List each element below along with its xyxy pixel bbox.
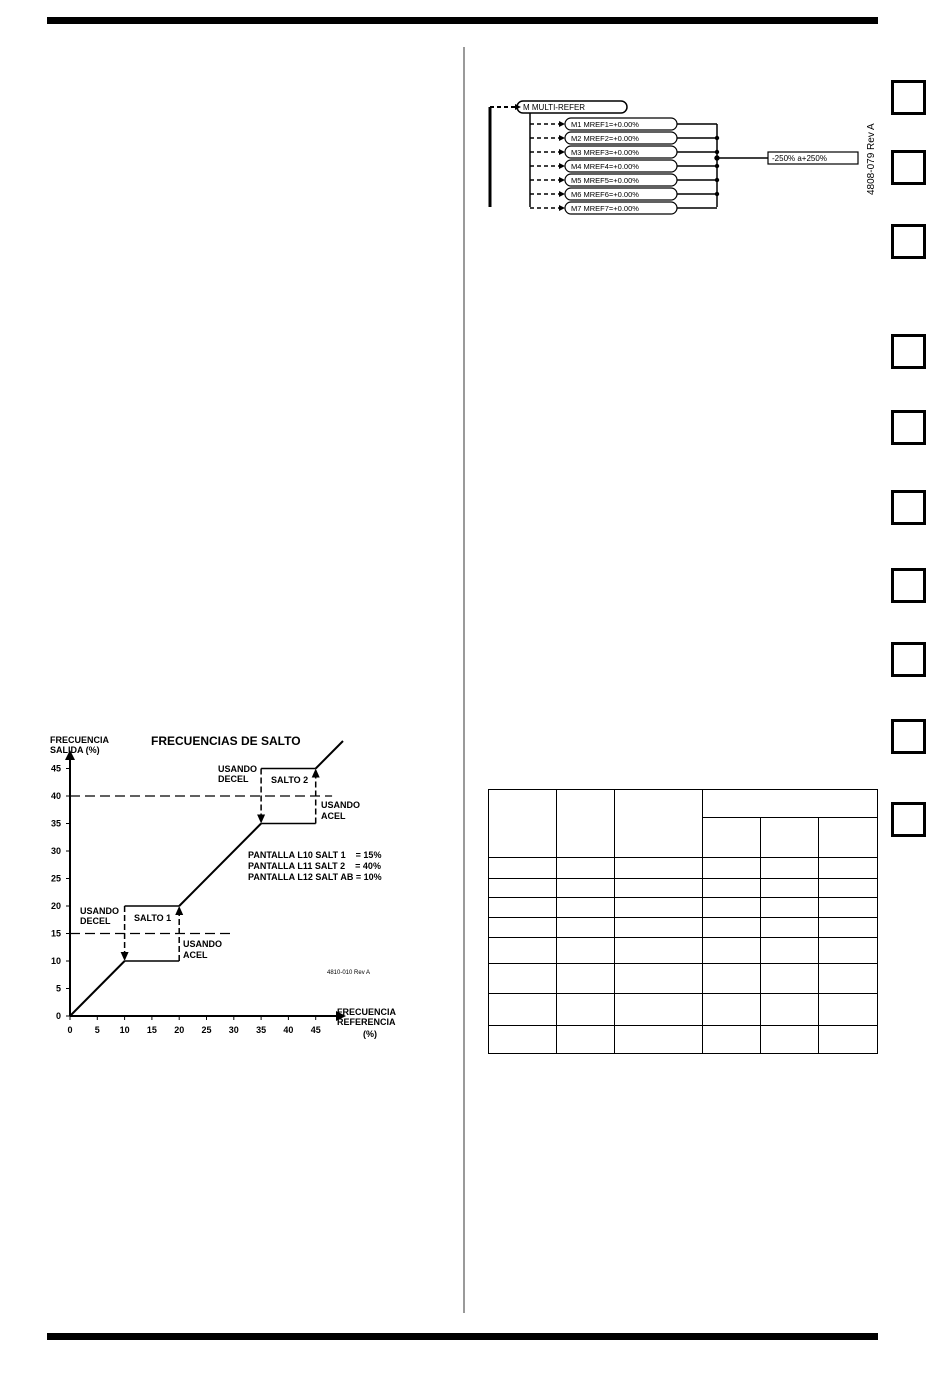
section-tab-9[interactable] (891, 719, 926, 754)
mref-arrow (559, 135, 565, 141)
settings-line-2: PANTALLA L11 SALT 2 = 40% (248, 861, 381, 871)
mref-arrow (559, 205, 565, 211)
x-tick-label: 0 (67, 1025, 73, 1035)
table-header-cell (489, 790, 557, 858)
section-tab-5[interactable] (891, 410, 926, 445)
range-label: -250% a+250% (772, 154, 827, 163)
accel-arrow-head (175, 906, 183, 915)
x-tick-label: 15 (146, 1025, 157, 1035)
output-frequency-line (316, 741, 343, 769)
y-tick-label: 0 (55, 1011, 61, 1021)
table-row (489, 858, 878, 879)
accel-2-label-b: ACEL (321, 811, 346, 821)
mref-param-label: M1 MREF1=+0.00% (571, 120, 639, 129)
mref-param-label: M5 MREF5=+0.00% (571, 176, 639, 185)
y-tick-label: 35 (50, 818, 61, 829)
accel-2-label-a: USANDO (321, 800, 361, 810)
settings-line-3: PANTALLA L12 SALT AB = 10% (248, 872, 382, 882)
decel-1-label-b: DECEL (80, 916, 111, 926)
top-rule (47, 17, 878, 24)
table-header-cell (557, 790, 615, 858)
x-tick-label: 45 (310, 1025, 321, 1035)
y-tick-label: 5 (55, 983, 61, 994)
y-tick-label: 30 (50, 846, 61, 856)
x-axis-label-1: FRECUENCIA (337, 1007, 397, 1017)
column-divider (463, 47, 465, 1313)
mref-arrow (559, 121, 565, 127)
mref-param-label: M7 MREF7=+0.00% (571, 204, 639, 213)
decel-1-label-a: USANDO (80, 906, 120, 916)
mref-param-label: M6 MREF6=+0.00% (571, 190, 639, 199)
y-tick-label: 40 (50, 791, 61, 801)
table-row (489, 994, 878, 1026)
table-row (489, 964, 878, 994)
section-tab-2[interactable] (891, 150, 926, 185)
diagram-title: M MULTI-REFER (523, 103, 586, 112)
table-row (489, 918, 878, 938)
table-row (489, 1026, 878, 1054)
table-subheader-cell (819, 818, 878, 858)
section-tab-4[interactable] (891, 334, 926, 369)
table-subheader-cell (761, 818, 819, 858)
y-tick-label: 25 (50, 873, 61, 884)
mref-arrow (559, 163, 565, 169)
mref-param-label: M4 MREF4=+0.00% (571, 162, 639, 171)
multi-ref-diagram (485, 95, 885, 220)
accel-arrow-head (312, 769, 320, 778)
decel-2-label-a: USANDO (218, 764, 258, 774)
x-tick-label: 30 (228, 1025, 239, 1035)
bottom-rule (47, 1333, 878, 1340)
table-row (489, 898, 878, 918)
x-axis-label-2: REFERENCIA (337, 1017, 396, 1027)
mref-param-label: M3 MREF3=+0.00% (571, 148, 639, 157)
skip-frequency-chart (40, 720, 440, 1060)
y-tick-label: 10 (50, 956, 61, 966)
decel-arrow-head (121, 952, 129, 961)
section-tab-7[interactable] (891, 568, 926, 603)
table-row (489, 879, 878, 898)
section-tab-1[interactable] (891, 80, 926, 115)
mref-arrow (559, 177, 565, 183)
x-tick-label: 35 (256, 1025, 267, 1035)
table-group-header (703, 790, 878, 818)
x-tick-label: 10 (119, 1025, 130, 1035)
y-tick-label: 15 (50, 928, 61, 939)
mref-param-label: M2 MREF2=+0.00% (571, 134, 639, 143)
salt-2-label: SALTO 2 (271, 775, 309, 785)
table-row (489, 938, 878, 964)
mref-arrow (559, 149, 565, 155)
x-tick-label: 25 (201, 1025, 212, 1035)
y-axis-label-2: SALIDA (%) (50, 745, 100, 755)
table-header-cell (615, 790, 703, 858)
data-table (488, 789, 878, 1054)
x-axis-label-3: (%) (363, 1029, 377, 1039)
settings-line-1: PANTALLA L10 SALT 1 = 15% (248, 850, 382, 860)
diagram-ref-code: 4808-079 Rev A (866, 123, 877, 195)
chart-title: FRECUENCIAS DE SALTO (151, 734, 301, 748)
section-tab-8[interactable] (891, 642, 926, 677)
y-axis-label-1: FRECUENCIA (50, 735, 110, 745)
output-frequency-line (70, 961, 125, 1016)
x-tick-label: 5 (94, 1025, 100, 1035)
accel-1-label-a: USANDO (183, 939, 223, 949)
x-tick-label: 40 (283, 1025, 294, 1035)
accel-1-label-b: ACEL (183, 950, 208, 960)
section-tab-10[interactable] (891, 802, 926, 837)
y-tick-label: 45 (50, 763, 61, 774)
decel-2-label-b: DECEL (218, 774, 249, 784)
y-tick-label: 20 (50, 901, 61, 911)
x-tick-label: 20 (174, 1025, 185, 1035)
table-subheader-cell (703, 818, 761, 858)
section-tab-3[interactable] (891, 224, 926, 259)
chart-ref-code: 4810-010 Rev A (327, 970, 371, 976)
salt-1-label: SALTO 1 (134, 913, 172, 923)
mref-arrow (559, 191, 565, 197)
decel-arrow-head (257, 815, 265, 824)
section-tab-6[interactable] (891, 490, 926, 525)
